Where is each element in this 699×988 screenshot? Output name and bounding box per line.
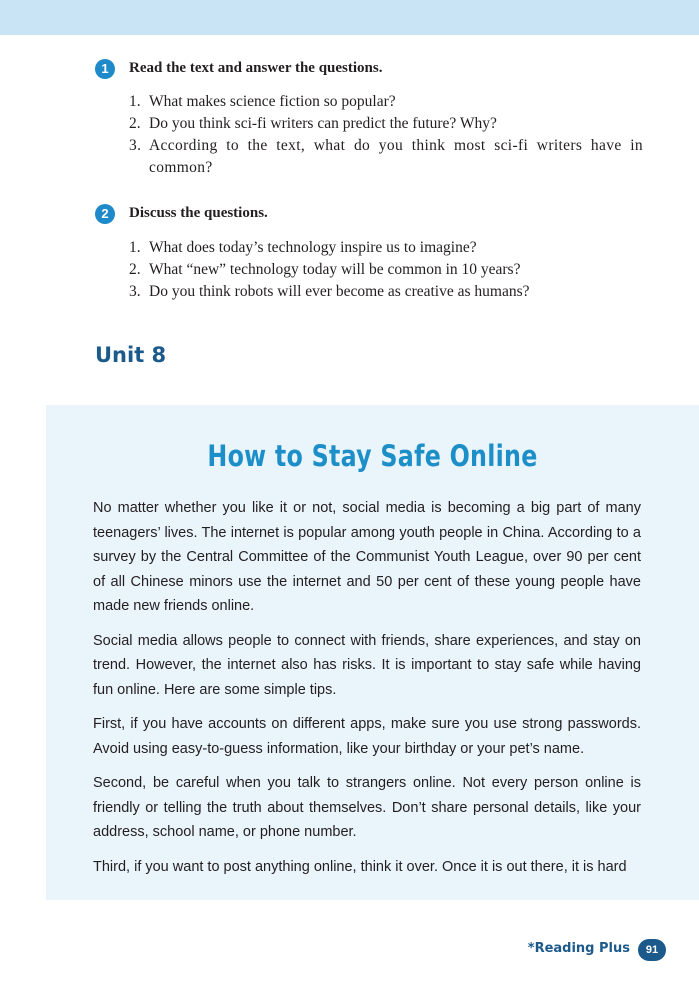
question-item <box>129 91 643 113</box>
task-1-header <box>95 59 655 81</box>
question-number: 3. <box>129 137 142 154</box>
task-2 <box>95 204 655 300</box>
task-number-badge: 1 <box>95 59 115 79</box>
task-1 <box>95 59 655 176</box>
question-item <box>129 135 643 179</box>
article-paragraph: Third, if you want to post anything online, think it over. Once it is out there, it is hard <box>93 858 627 875</box>
task-title: Read the text and answer the questions. <box>129 60 383 76</box>
question-text: What “new” technology today will be common in 10 years? <box>149 261 521 278</box>
footer-label: *Reading Plus <box>527 941 630 956</box>
question-number: 1. <box>129 93 141 110</box>
question-text: According to the text, what do you think most sci-fi writers have in common? <box>149 137 643 176</box>
question-number: 3. <box>129 283 141 300</box>
question-text: What makes science fiction so popular? <box>149 93 396 110</box>
article-box <box>46 405 699 900</box>
task-number-badge: 2 <box>95 204 115 224</box>
article-paragraph: Second, be careful when you talk to strangers online. Not every person online is friendly or telling the truth about themselves. Don’t share personal details, like your address, school name, or phone number. <box>93 775 641 840</box>
question-text: Do you think robots will ever become as creative as humans? <box>149 283 530 300</box>
article-paragraph: Social media allows people to connect with friends, share experiences, and stay on trend. However, the internet also has risks. It is important to stay safe while having fun online. Here are some simple tips. <box>93 632 641 698</box>
question-list <box>129 91 643 179</box>
unit-heading: Unit 8 <box>95 343 167 367</box>
question-number: 2. <box>129 261 141 278</box>
question-list <box>129 237 643 303</box>
question-item <box>129 281 643 303</box>
question-item <box>129 237 643 259</box>
question-text: Do you think sci-fi writers can predict the future? Why? <box>149 115 497 132</box>
article-title: How to Stay Safe Online <box>207 439 538 473</box>
article-paragraph: First, if you have accounts on different apps, make sure you use strong passwords. Avoid using easy-to-guess information, like your birthday or your pet’s name. <box>93 716 641 757</box>
question-item <box>129 113 643 135</box>
question-item <box>129 259 643 281</box>
article-body <box>93 496 641 889</box>
question-number: 2. <box>129 115 141 132</box>
page-number-badge: 91 <box>638 939 666 961</box>
task-2-header <box>95 204 655 226</box>
question-number: 1. <box>129 239 141 256</box>
article-paragraph: No matter whether you like it or not, social media is becoming a big part of many teenagers’ lives. The internet is popular among youth people in China. According to a survey by the Central Committee of the Communist Youth League, over 90 per cent of all Chinese minors use the internet and 50 per cent of these young people have made new friends online. <box>93 500 641 614</box>
top-color-band <box>0 0 699 35</box>
question-text: What does today’s technology inspire us to imagine? <box>149 239 477 256</box>
task-title: Discuss the questions. <box>129 205 268 221</box>
